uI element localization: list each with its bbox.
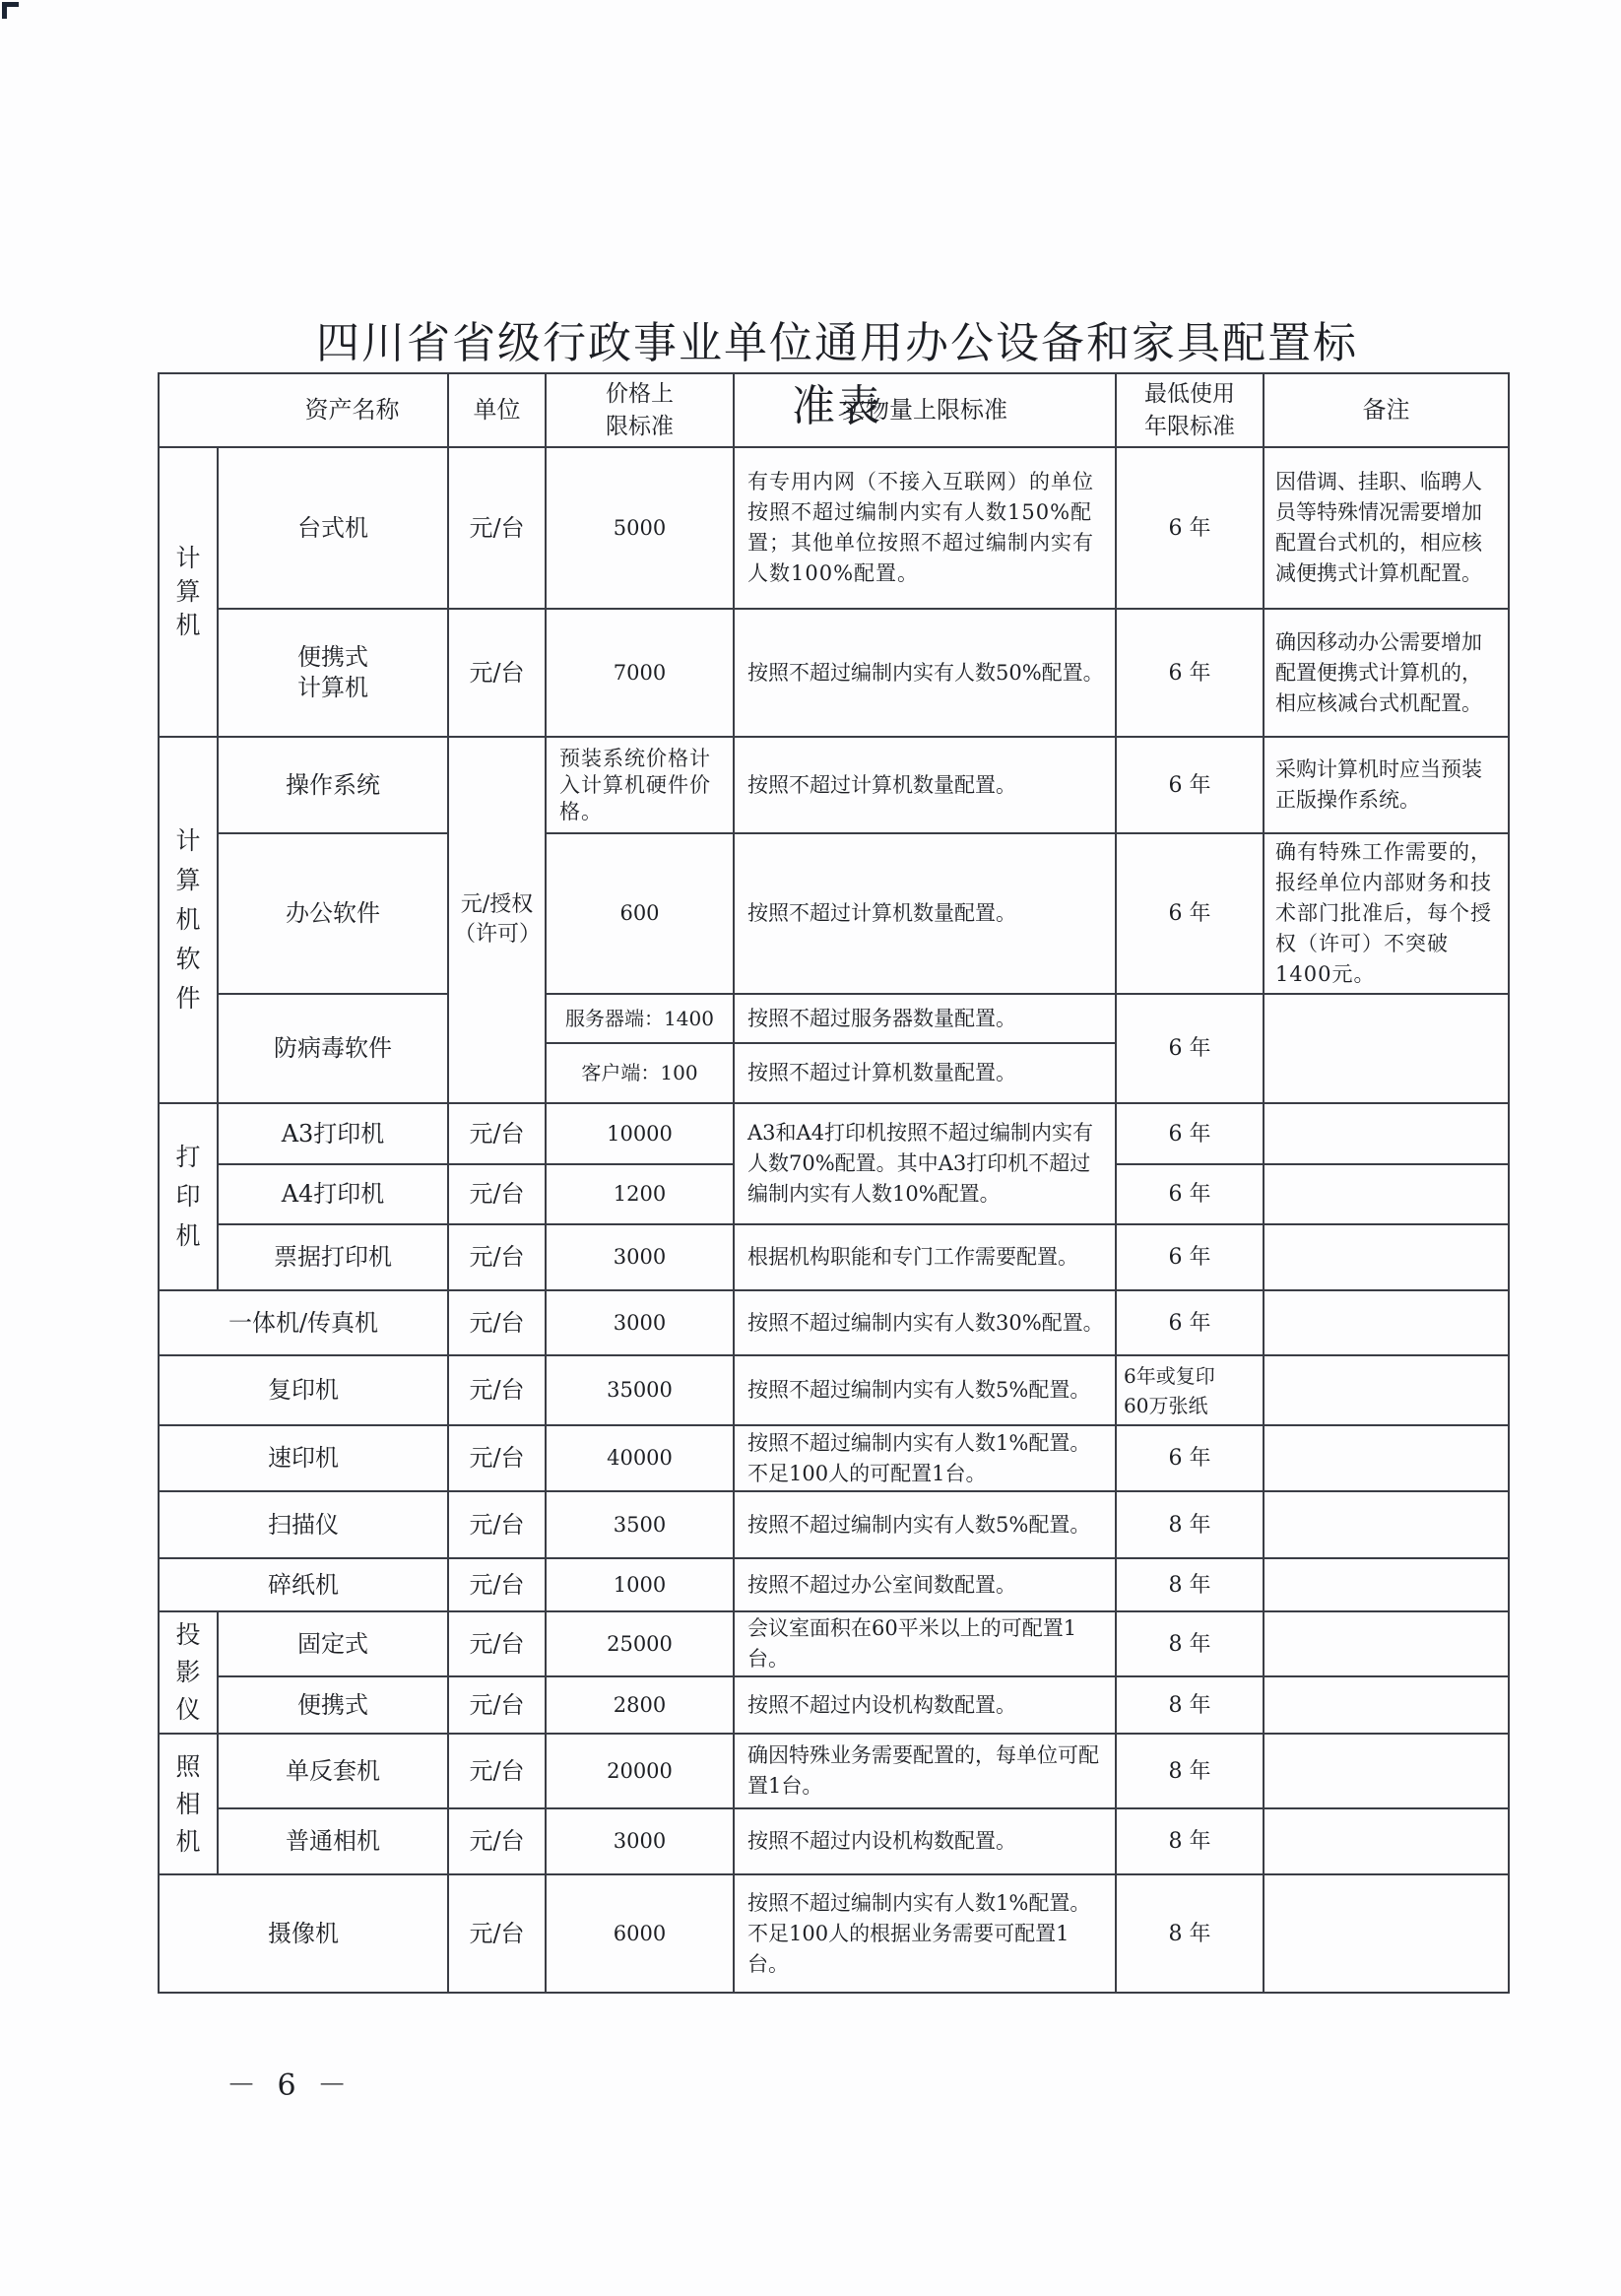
row-divider [1116,1163,1510,1165]
row-divider [218,608,1510,610]
asset-name: 碎纸机 [268,1570,339,1599]
col-divider [733,372,735,1994]
row-divider [218,1163,734,1165]
asset-name: 票据打印机 [274,1243,392,1271]
col-divider [217,446,219,1290]
page-title: 四川省省级行政事业单位通用办公设备和家具配置标准表 [316,318,1358,431]
row-divider [218,1807,1510,1809]
asset-name: 单反套机 [286,1756,380,1785]
asset-name: 速印机 [268,1444,339,1472]
price: 25000 [607,1631,673,1656]
standard-client: 按照不超过计算机数量配置。 [747,1061,1016,1084]
unit: 元/台 [469,1510,525,1539]
remark: 采购计算机时应当预装正版操作系统。 [1275,757,1482,812]
years: 6 年 [1168,772,1211,798]
unit: 元/台 [469,1119,525,1148]
asset-name: 操作系统 [286,770,380,799]
asset-name: 复印机 [268,1376,339,1404]
price-server: 服务器端：1400 [565,1006,714,1030]
group-camera: 照 相 机 [175,1751,201,1856]
group-computer: 计 算 机 [175,544,201,639]
asset-name: 一体机/传真机 [227,1308,379,1337]
page-number: － 6 － [227,2068,354,2103]
row-divider [159,1490,1510,1492]
row-divider [546,832,1510,834]
years: 6 年 [1168,1446,1211,1471]
unit: 元/台 [469,1376,525,1404]
row-divider [546,1042,1116,1044]
asset-name: 固定式 [297,1629,368,1658]
row-divider [159,446,1510,448]
unit: 元/台 [469,658,525,687]
years: 8 年 [1168,1512,1211,1538]
row-divider [218,1675,1510,1677]
asset-name: 办公软件 [286,899,380,927]
standard: 按照不超过编制内实有人数5%配置。 [747,1378,1091,1402]
standard: 会议室面积在60平米以上的可配置1台。 [747,1616,1077,1671]
asset-name: 普通相机 [286,1827,380,1855]
standard: 根据机构职能和专门工作需要配置。 [747,1245,1078,1269]
unit: 元/台 [469,1690,525,1719]
asset-name: 便携式 计算机 [297,643,368,701]
remark: 确有特殊工作需要的，报经单位内部财务和技术部门批准后，每个授权（许可）不突破1400元。 [1275,840,1492,986]
years: 8 年 [1168,1921,1211,1946]
years: 6 年 [1168,660,1211,686]
unit: 元/台 [469,1827,525,1855]
asset-name: 台式机 [297,513,368,542]
asset-name: 便携式 [297,1690,368,1719]
unit: 元/台 [469,1570,525,1599]
years: 6 年 [1168,1121,1211,1147]
price: 预装系统价格计入计算机硬件价格。 [559,746,711,823]
unit: 元/台 [469,1444,525,1472]
asset-name: 扫描仪 [268,1510,339,1539]
unit: 元/台 [469,1243,525,1271]
table-border [1508,372,1510,1994]
row-divider [159,1873,1510,1875]
row-divider [159,1354,1510,1356]
price: 40000 [607,1446,673,1470]
row-divider [159,1289,1510,1291]
asset-name: 摄像机 [268,1919,339,1947]
standard: 按照不超过编制内实有人数50%配置。 [747,660,1104,685]
standard-server: 按照不超过服务器数量配置。 [747,1006,1016,1030]
price: 35000 [607,1378,673,1402]
header-standard: 实物量上限标准 [842,396,1007,424]
header-years: 最低使用 年限标准 [1144,380,1235,439]
row-divider [159,1102,1510,1104]
row-divider [159,736,1510,738]
standard: 确因特殊业务需要配置的，每单位可配置1台。 [747,1743,1099,1798]
years: 6 年 [1168,515,1211,541]
years: 6 年 [1168,901,1211,926]
price: 5000 [613,515,667,540]
standard: 按照不超过计算机数量配置。 [747,772,1016,797]
row-divider [218,832,448,834]
years: 8 年 [1168,1692,1211,1718]
price: 3500 [613,1512,667,1537]
table-border [158,372,160,1994]
header-unit: 单位 [473,396,521,424]
price: 1200 [613,1182,667,1206]
years: 8 年 [1168,1758,1211,1784]
header-remark: 备注 [1362,396,1410,424]
asset-name: A4打印机 [281,1180,385,1208]
col-divider [447,372,449,1994]
price: 6000 [613,1921,667,1945]
unit: 元/台 [469,1180,525,1208]
col-divider [1263,372,1264,1994]
standard: 按照不超过编制内实有人数30%配置。 [747,1310,1104,1335]
unit-license: 元/授权（许可） [454,892,542,947]
row-divider [159,1557,1510,1559]
standard-a3-a4: A3和A4打印机按照不超过编制内实有人数70%配置。其中A3打印机不超过编制内实有人数10%配置。 [747,1121,1094,1206]
group-software: 计 算 机 软 件 [175,826,201,1013]
unit: 元/台 [469,1308,525,1337]
price: 3000 [613,1829,667,1853]
standard: 按照不超过内设机构数配置。 [747,1829,1016,1853]
header-asset-name: 资产名称 [304,396,400,424]
col-divider [1115,372,1117,1994]
row-divider [218,1223,1510,1225]
row-divider [159,1733,1510,1735]
row-divider [159,1610,1510,1612]
unit: 元/台 [469,513,525,542]
years: 6 年 [1168,1036,1211,1061]
standard: 按照不超过编制内实有人数1%配置。不足100人的根据业务需要可配置1台。 [747,1890,1091,1976]
price: 10000 [607,1121,673,1146]
years: 8 年 [1168,1631,1211,1657]
price: 600 [619,901,660,925]
col-divider [217,1610,219,1874]
years: 6 年 [1168,1310,1211,1336]
standard: 按照不超过内设机构数配置。 [747,1692,1016,1717]
price: 7000 [613,660,667,685]
years: 6年或复印 60万张纸 [1124,1363,1215,1417]
standard: 有专用内网（不接入互联网）的单位按照不超过编制内实有人数150%配置；其他单位按照不超过编制内实有人数100%配置。 [747,470,1094,585]
unit: 元/台 [469,1756,525,1785]
standard: 按照不超过编制内实有人数5%配置。 [747,1512,1091,1537]
table-border [159,1992,1510,1994]
standard: 按照不超过计算机数量配置。 [747,901,1016,925]
price: 3000 [613,1245,667,1269]
price: 20000 [607,1758,673,1783]
standard: 按照不超过编制内实有人数1%配置。不足100人的可配置1台。 [747,1430,1091,1485]
years: 6 年 [1168,1182,1211,1207]
price-client: 客户端：100 [581,1061,698,1084]
col-divider [545,372,547,1994]
remark: 因借调、挂职、临聘人员等特殊情况需要增加配置台式机的，相应核减便携式计算机配置。 [1275,470,1482,585]
price: 1000 [613,1572,667,1597]
row-divider [159,1424,1510,1426]
table-border [159,372,1510,374]
group-projector: 投 影 仪 [175,1620,201,1724]
price: 3000 [613,1310,667,1335]
standard: 按照不超过办公室间数配置。 [747,1572,1016,1597]
asset-name: 防病毒软件 [274,1034,392,1062]
remark [1264,994,1509,1103]
years: 8 年 [1168,1829,1211,1854]
remark: 确因移动办公需要增加配置便携式计算机的，相应核减台式机配置。 [1275,629,1482,715]
price: 2800 [613,1692,667,1717]
scan-corner-mark [2,2,19,19]
years: 8 年 [1168,1572,1211,1598]
years: 6 年 [1168,1245,1211,1270]
asset-name: A3打印机 [281,1119,385,1148]
unit: 元/台 [469,1629,525,1658]
header-price: 价格上 限标准 [606,380,674,439]
row-divider [218,993,448,995]
group-printer: 打 印 机 [175,1143,201,1250]
unit: 元/台 [469,1919,525,1947]
row-divider [546,993,1510,995]
